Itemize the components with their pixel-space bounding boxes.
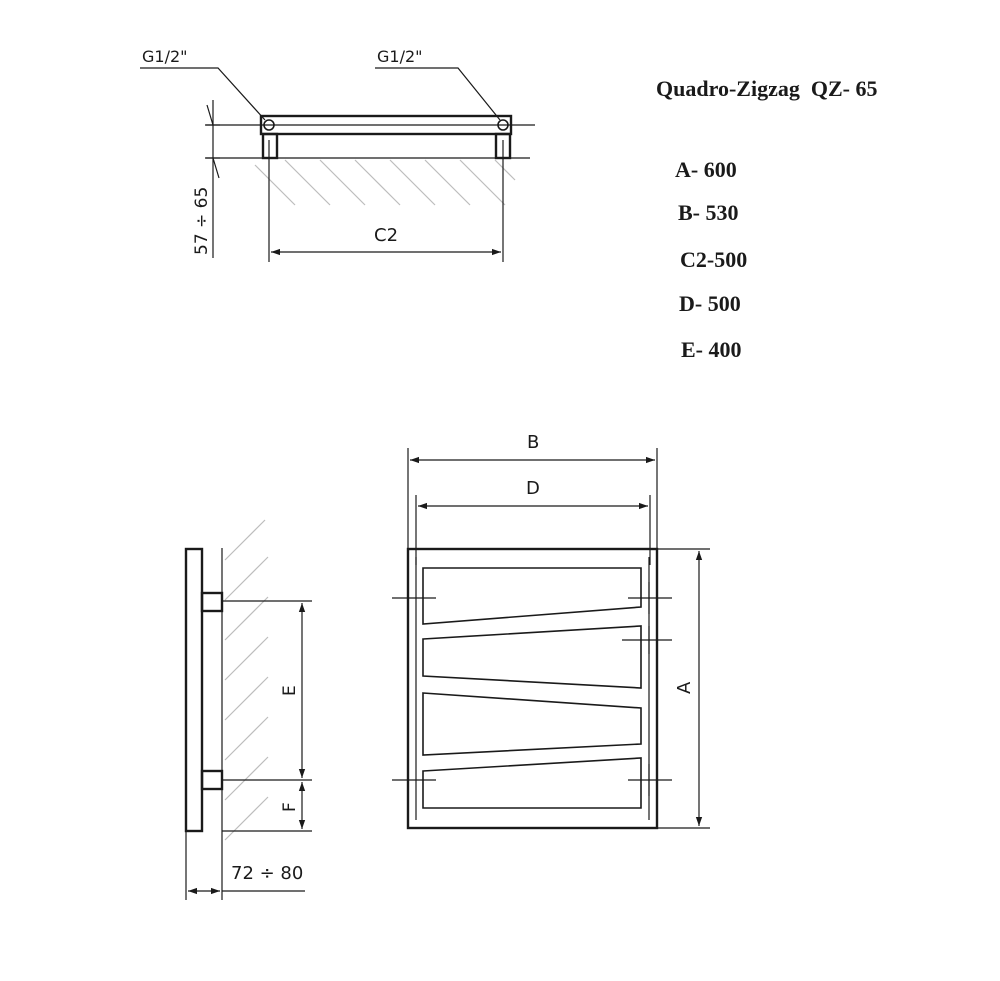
leader-right	[375, 68, 500, 120]
crosshair-top-right	[628, 582, 672, 614]
d-label: D	[526, 478, 540, 499]
spec-d: D- 500	[679, 291, 741, 316]
offset-label: 72 ÷ 80	[231, 863, 304, 884]
zigzag-panel-3	[423, 693, 641, 755]
zigzag-panel-1	[423, 568, 641, 624]
c2-label: C2	[374, 225, 399, 246]
wall-hatch-side	[225, 520, 268, 840]
top-view	[140, 47, 535, 262]
connection-right-label: G1/2"	[377, 47, 423, 66]
product-title: Quadro-Zigzag QZ- 65	[656, 76, 878, 101]
spec-b: B- 530	[678, 200, 739, 225]
radiator-frame	[408, 549, 657, 828]
spec-a: A- 600	[675, 157, 737, 182]
zigzag-panel-2	[423, 626, 641, 688]
spec-block	[656, 76, 877, 362]
bracket-lower	[202, 771, 222, 789]
f-label: F	[280, 802, 300, 812]
leader-left	[140, 68, 265, 120]
wall-hatch-top	[255, 160, 515, 205]
crosshair-mid-right	[622, 626, 672, 654]
spec-e: E- 400	[681, 337, 742, 362]
connection-left-label: G1/2"	[142, 47, 188, 66]
e-label: E	[280, 685, 300, 696]
b-label: B	[527, 432, 540, 453]
crosshair-top-left	[392, 582, 436, 614]
crosshair-bottom-left	[392, 764, 436, 796]
spec-c2: C2-500	[680, 247, 748, 272]
bracket-left-top	[263, 134, 277, 158]
depth-label: 57 ÷ 65	[192, 186, 212, 255]
zigzag-panel-4	[423, 758, 641, 808]
bracket-upper	[202, 593, 222, 611]
front-view	[392, 432, 710, 828]
radiator-side-profile	[186, 549, 202, 831]
crosshair-bottom-right	[628, 764, 672, 796]
side-view	[186, 520, 312, 900]
a-label: A	[674, 681, 695, 694]
